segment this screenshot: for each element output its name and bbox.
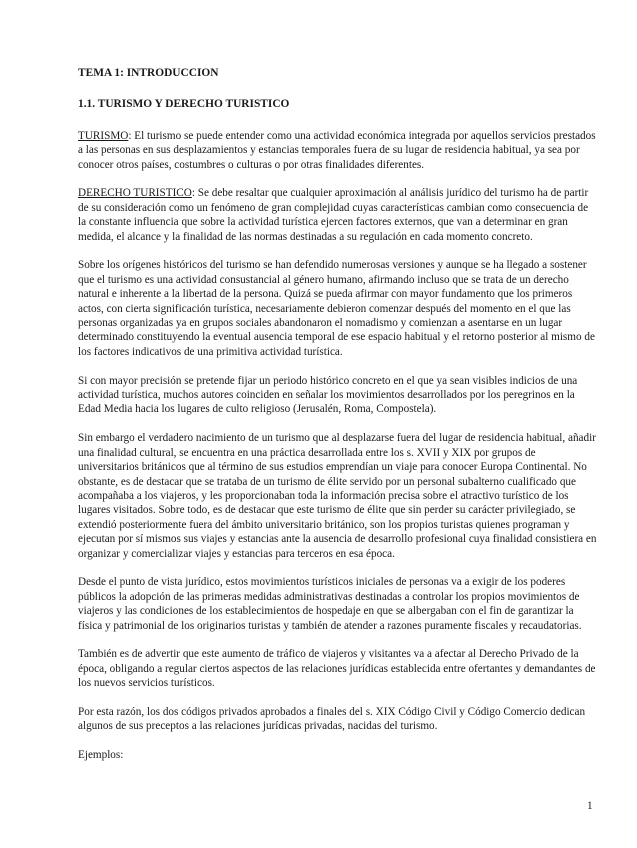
document-title: TEMA 1: INTRODUCCION xyxy=(78,67,219,79)
turismo-text: : El turismo se puede entender como una actividad económica integrada por aquellos servicios prestados a las personas en sus desplazamientos y estancias temporales fuera de su lugar de residencia habitual, ya sea por conocer otros países, costumbres o culturas o por otras finalidades diferentes. xyxy=(78,129,596,171)
paragraph-ejemplos: Ejemplos: xyxy=(78,749,124,762)
paragraph-periodo-historico: Si con mayor precisión se pretende fijar un periodo histórico concreto en el que ya sean visibles indicios de una actividad turística, muchos autores coinciden en señalar los movimientos desarrollados por los peregrinos en la Edad Media hacia los lugares de culto religioso (Jerusalén, Roma, Compostela). xyxy=(78,374,578,416)
paragraph-punto-vista-juridico: Desde el punto de vista jurídico, estos movimientos turísticos iniciales de personas va a exigir de los poderes públicos la adopción de las primeras medidas administrativas destinadas a controlar los propios movimientos de viajeros y las condiciones de los establecimientos de hospedaje en que se albergaban con el fin de garantizar la física y patrimonial de los originarios turistas y también de atender a razones puramente fiscales y recaudatorias. xyxy=(78,576,582,632)
derecho-turistico-definition xyxy=(78,186,598,244)
paragraph-derecho-privado: También es de advertir que este aumento de tráfico de viajeros y visitantes va a afectar al Derecho Privado de la época, obligando a regular ciertos aspectos de las relaciones jurídicas establecida entre ofertantes y demandantes de los nuevos servicios turísticos. xyxy=(78,648,596,690)
derecho-turistico-text: : Se debe resaltar que cualquier aproximación al análisis jurídico del turismo ha de partir de su consideración como un fenómeno de gran complejidad cuyas características cambian como consecuencia de la constante influencia que sobre la actividad turística ejercen factores externos, que van a determinar en gran medida, el alcance y la finalidad de las normas destinadas a su regulación en cada momento concreto. xyxy=(78,187,589,243)
turismo-definition xyxy=(78,129,598,172)
page-number: 1 xyxy=(587,800,593,812)
document-page xyxy=(78,66,598,777)
derecho-turistico-term: DERECHO TURISTICO xyxy=(78,187,192,200)
paragraph-origenes: Sobre los orígenes históricos del turismo se han defendido numerosas versiones y aunque se ha llegado a sostener que el turismo es una actividad consustancial al género humano, afirmando incluso que se trata de un derecho natural e inherente a la libertad de la persona. Quizá se pueda afirmar con mayor fundamento que los primeros actos, con cierta significación turística, necesariamente debieron comenzar después del momento en el que las personas organizadas ya en grupos sociales abandonaron el nomadismo y comienzan a asentarse en un lugar determinado constituyendo la eventual ausencia temporal de ese espacio habitual y el retorno posterior al mismo de los factores indicativos de una primitiva actividad turística. xyxy=(78,259,595,358)
paragraph-nacimiento-turismo: Sin embargo el verdadero nacimiento de un turismo que al desplazarse fuera del lugar de residencia habitual, añadir una finalidad cultural, se encuentra en una práctica desarrollada entre los s. XVII y XIX por grupos de universitarios británicos que al término de sus estudios emprendían un viaje para conocer Europa Continental. No obstante, es de destacar que se trataba de un turismo de élite servido por un personal subalterno cualificado que acompañaba a los viajeros, y les proporcionaban toda la información precisa sobre el atractivo turístico de los lugares visitados. Sobre todo, es de destacar que este turismo de élite que sin perder su carácter privilegiado, se extendió posteriormente fuera del ámbito universitario británico, son los propios turistas quienes programan y ejecutan por sí mismos sus viajes y estancias ante la ausencia de desarrollo profesional cuya finalidad consistiera en organizar y comercializar viajes y estancias para terceros en esa época. xyxy=(78,432,597,560)
turismo-term: TURISMO xyxy=(78,129,129,142)
paragraph-codigos-privados: Por esta razón, los dos códigos privados aprobados a finales del s. XIX Código Civil y Código Comercio dedican algunos de sus preceptos a las relaciones jurídicas privadas, nacidas del turismo. xyxy=(78,705,586,733)
section-heading: 1.1. TURISMO Y DERECHO TURISTICO xyxy=(78,98,290,111)
